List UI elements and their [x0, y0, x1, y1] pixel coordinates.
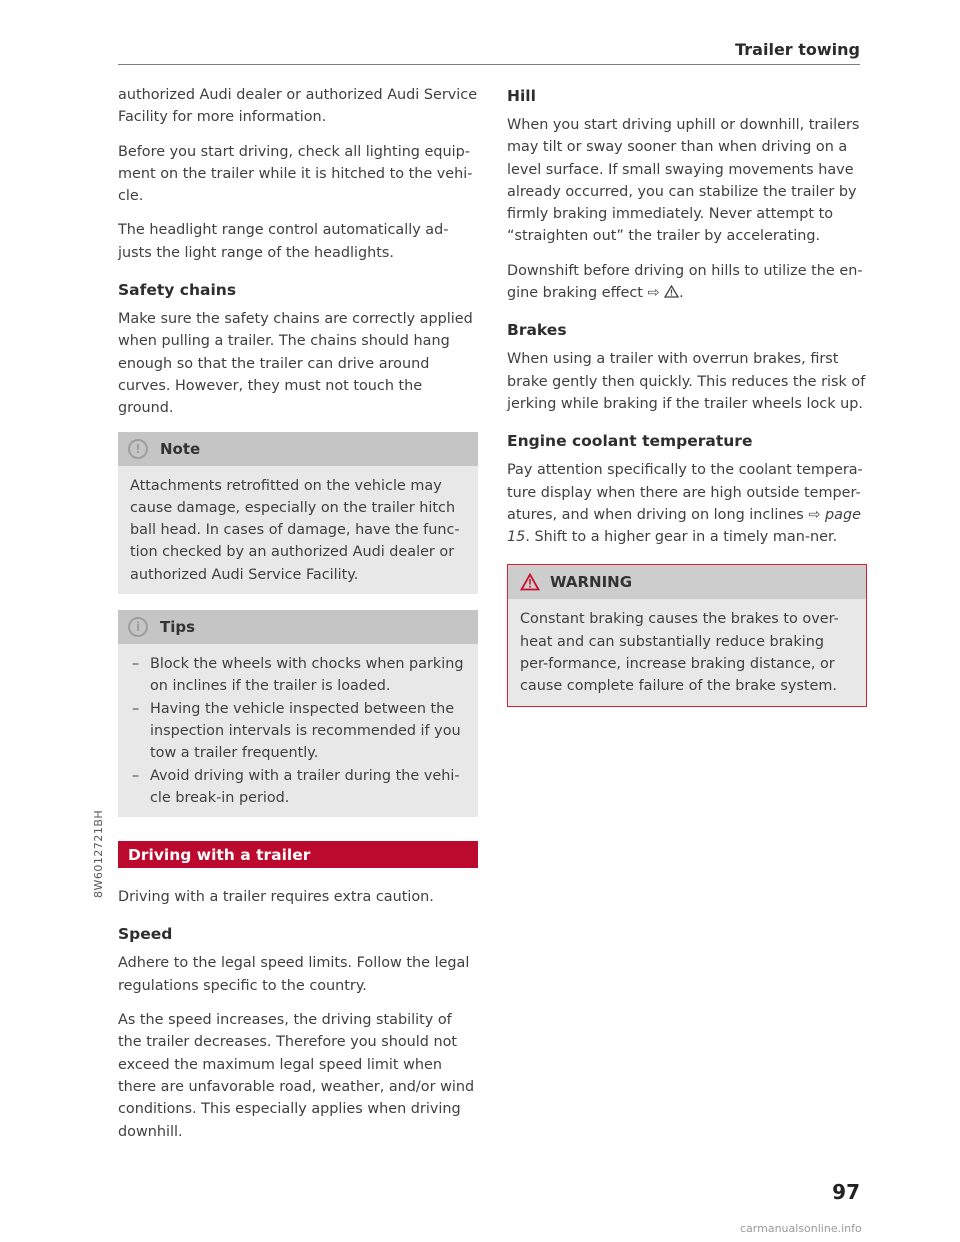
note-header — [118, 432, 478, 466]
document-code: 8W6012721BH — [92, 809, 105, 898]
page-number: 97 — [832, 1180, 860, 1204]
paragraph-brakes: When using a trailer with overrun brakes, first brake gently then quickly. This reduces the risk of jerking while braking if the trailer wheels lock up. — [507, 351, 866, 412]
paragraph-downshift: Downshift before driving on hills to utilize the en-gine braking effect ⇨ . — [507, 262, 863, 302]
warning-text: Constant braking causes the brakes to over-heat and can substantially reduce braking per-formance, increase braking distance, or cause complete failure of the brake system. — [520, 611, 839, 695]
watermark: carmanualsonline.info — [740, 1222, 862, 1235]
tips-item: – Avoid driving with a trailer during the vehi-cle break-in period. — [132, 767, 460, 806]
warning-header — [508, 565, 866, 599]
paragraph-hill: When you start driving uphill or downhill, trailers may tilt or sway sooner than when driving on a level surface. If small swaying movements have already occurred, you can stabilize the trailer by firmly braking immediately. Never attempt to “straighten out” the trailer by accelerating. — [507, 117, 860, 245]
tips-label: Tips — [160, 618, 196, 637]
info-circle-icon: i — [128, 617, 148, 637]
warning-triangle-icon — [520, 573, 540, 591]
paragraph-speed-limits: Adhere to the legal speed limits. Follow the legal regulations specific to the country. — [118, 955, 470, 994]
right-column — [507, 84, 867, 707]
note-label: Note — [160, 439, 201, 458]
paragraph-safety-chains: Make sure the safety chains are correctly applied when pulling a trailer. The chains should hang enough so that the trailer can drive around curves. However, they must not touch the ground. — [118, 311, 473, 417]
tips-list — [130, 653, 466, 809]
paragraph-section-intro: Driving with a trailer requires extra caution. — [118, 889, 434, 906]
warning-triangle-icon — [664, 285, 679, 298]
warning-box — [507, 564, 867, 706]
note-box — [118, 432, 478, 594]
tips-item: – Block the wheels with chocks when parking on inclines if the trailer is loaded. — [132, 656, 464, 695]
tips-header — [118, 610, 478, 644]
cross-reference-link[interactable]: ⇨ — [647, 285, 660, 302]
heading-brakes: Brakes — [507, 321, 567, 340]
tips-item: – Having the vehicle inspected between the inspection intervals is recommended if you tow a trailer frequently. — [132, 700, 461, 762]
left-column — [118, 84, 478, 1155]
section-title-bar: Driving with a trailer — [118, 841, 478, 868]
heading-safety-chains: Safety chains — [118, 281, 237, 300]
header-rule — [118, 64, 860, 65]
heading-coolant: Engine coolant temperature — [507, 432, 753, 451]
exclamation-circle-icon: ! — [128, 439, 148, 459]
paragraph-lighting-check: Before you start driving, check all lighting equip-ment on the trailer while it is hitched to the vehi-cle. — [118, 143, 473, 205]
note-text: Attachments retrofitted on the vehicle may cause damage, especially on the trailer hitch ball head. In cases of damage, have the func-tion checked by an authorized Audi dealer or authorized Audi Service Facility. — [130, 477, 460, 583]
paragraph-dealer-info: authorized Audi dealer or authorized Audi Service Facility for more information. — [118, 87, 478, 126]
warning-label: WARNING — [550, 573, 633, 592]
heading-speed: Speed — [118, 925, 173, 944]
paragraph-headlight-range: The headlight range control automatically ad-justs the light range of the headlights. — [118, 222, 449, 261]
paragraph-coolant: Pay attention specifically to the coolant tempera-ture display when there are high outside temper-atures, and when driving on long inclines ⇨ page 15. Shift to a higher gear in a timely man-ner. — [507, 462, 863, 546]
paragraph-speed-stability: As the speed increases, the driving stability of the trailer decreases. Therefore you should not exceed the maximum legal speed limit when there are unfavorable road, weather, and/or wind conditions. This especially applies when driving downhill. — [118, 1012, 475, 1140]
page-reference-link[interactable]: ⇨ page 15 — [507, 506, 861, 546]
heading-hill: Hill — [507, 87, 536, 105]
running-header: Trailer towing — [735, 40, 860, 59]
tips-box — [118, 610, 478, 817]
